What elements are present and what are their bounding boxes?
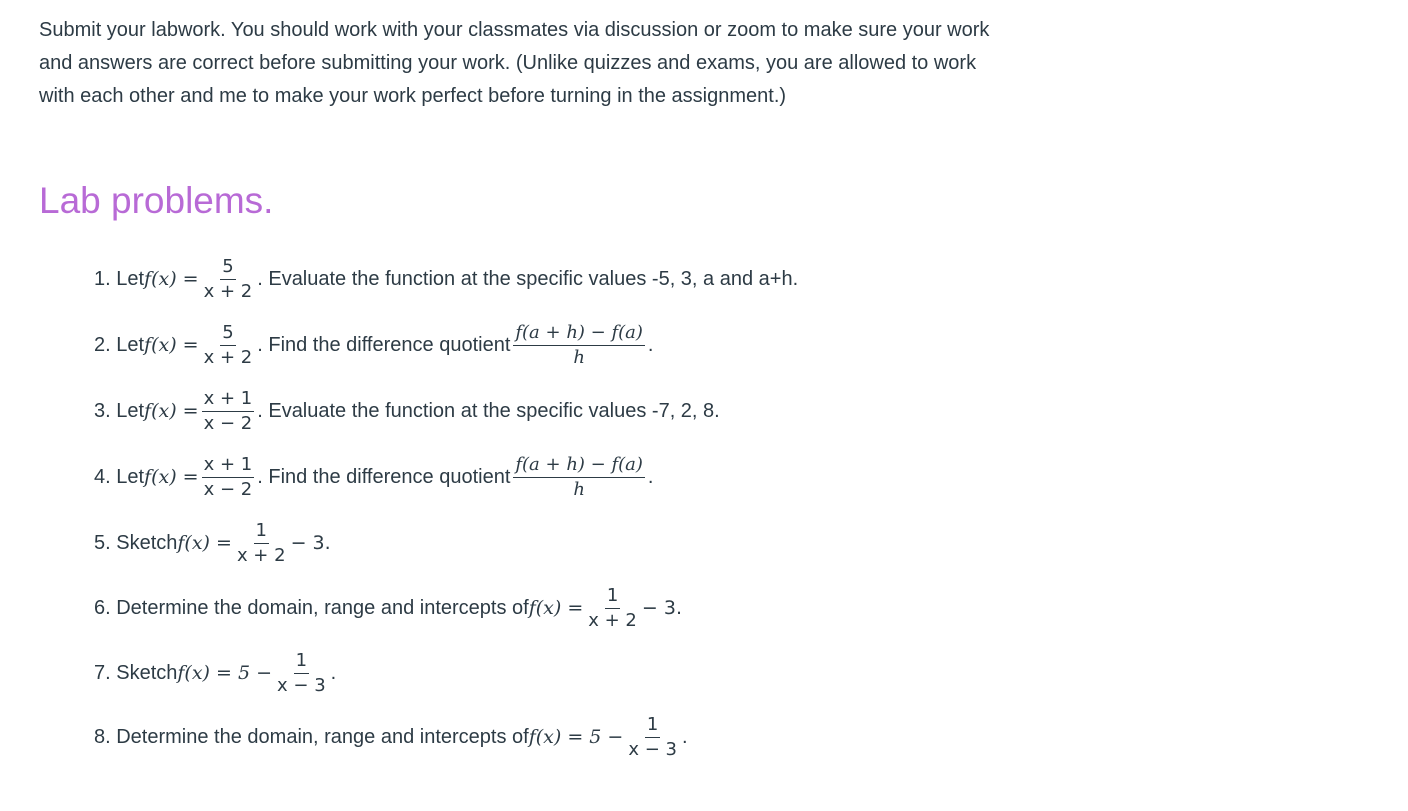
fraction-denominator: x + 2 — [203, 280, 253, 302]
problem-text: . — [681, 725, 688, 748]
problem-prefix: 2. Let — [94, 333, 145, 356]
function-lhs: f(x) = — [528, 597, 584, 619]
problem-text: . Evaluate the function at the specific values -5, 3, a and a+h. — [257, 267, 799, 290]
problem-prefix: 5. Sketch — [94, 531, 178, 554]
problem-prefix: 4. Let — [94, 465, 145, 488]
problem-prefix: 1. Let — [94, 267, 145, 290]
fraction-denominator: x + 2 — [203, 346, 253, 368]
problem-text: . Find the difference quotient — [257, 465, 511, 488]
problem-item — [94, 584, 682, 631]
fraction-numerator: x + 1 — [202, 390, 255, 412]
instructions-line: and answers are correct before submitting your work. (Unlike quizzes and exams, you are allowed to work — [39, 52, 977, 74]
fraction-denominator: x − 3 — [277, 674, 326, 696]
problem-item — [94, 649, 337, 696]
quotient-denominator: h — [573, 478, 585, 500]
fraction-denominator: x − 3 — [628, 738, 677, 760]
fraction-numerator: 1 — [605, 587, 620, 609]
quotient-numerator: f(a + h) − f(a) — [513, 324, 645, 346]
quotient-numerator: f(a + h) − f(a) — [513, 456, 645, 478]
problem-prefix: 3. Let — [94, 399, 145, 422]
problem-item — [94, 255, 799, 302]
function-lhs: f(x) = 5 − — [177, 662, 273, 684]
fraction — [202, 255, 255, 302]
function-lhs: f(x) = — [144, 334, 199, 356]
fraction-numerator: 1 — [645, 716, 660, 738]
function-lhs: f(x) = — [144, 466, 199, 488]
instructions-line: Submit your labwork. You should work with your classmates via discussion or zoom to make sure your work — [39, 19, 990, 41]
problem-text: . Find the difference quotient — [257, 333, 511, 356]
function-lhs: f(x) = — [144, 268, 199, 290]
problem-prefix: 8. Determine the domain, range and intercepts of — [94, 725, 529, 748]
fraction-numerator: 1 — [254, 522, 269, 544]
problem-item — [94, 321, 654, 368]
fraction-denominator: x + 2 — [588, 609, 637, 631]
problem-text: − 3. — [290, 532, 331, 554]
instructions-line: with each other and me to make your work perfect before turning in the assignment.) — [39, 85, 787, 107]
fraction — [202, 387, 255, 434]
problem-text: . Evaluate the function at the specific values -7, 2, 8. — [257, 399, 720, 422]
fraction — [202, 321, 255, 368]
function-lhs: f(x) = 5 − — [528, 726, 624, 748]
difference-quotient — [513, 453, 645, 500]
fraction — [202, 453, 255, 500]
problem-tail: . — [647, 333, 654, 356]
section-heading: Lab problems. — [39, 180, 274, 221]
problem-item — [94, 387, 720, 434]
problem-text: . — [330, 661, 337, 684]
fraction-denominator: x − 2 — [203, 412, 253, 434]
fraction — [586, 584, 639, 631]
function-lhs: f(x) = — [144, 400, 199, 422]
difference-quotient — [513, 321, 645, 368]
problem-item — [94, 519, 331, 566]
problem-item — [94, 453, 654, 500]
fraction — [275, 649, 328, 696]
fraction-denominator: x − 2 — [203, 478, 253, 500]
quotient-denominator: h — [573, 346, 585, 368]
instructions-paragraph — [39, 14, 1089, 113]
problem-prefix: 7. Sketch — [94, 661, 178, 684]
fraction-numerator: 5 — [220, 324, 235, 346]
fraction-numerator: x + 1 — [202, 456, 255, 478]
problem-text: − 3. — [641, 597, 682, 619]
function-lhs: f(x) = — [177, 532, 232, 554]
fraction-numerator: 1 — [294, 652, 309, 674]
problem-item — [94, 713, 688, 760]
fraction — [626, 713, 679, 760]
problem-prefix: 6. Determine the domain, range and intercepts of — [94, 596, 529, 619]
problem-tail: . — [647, 465, 654, 488]
fraction-denominator: x + 2 — [236, 544, 286, 566]
fraction-numerator: 5 — [220, 258, 235, 280]
fraction — [235, 519, 288, 566]
